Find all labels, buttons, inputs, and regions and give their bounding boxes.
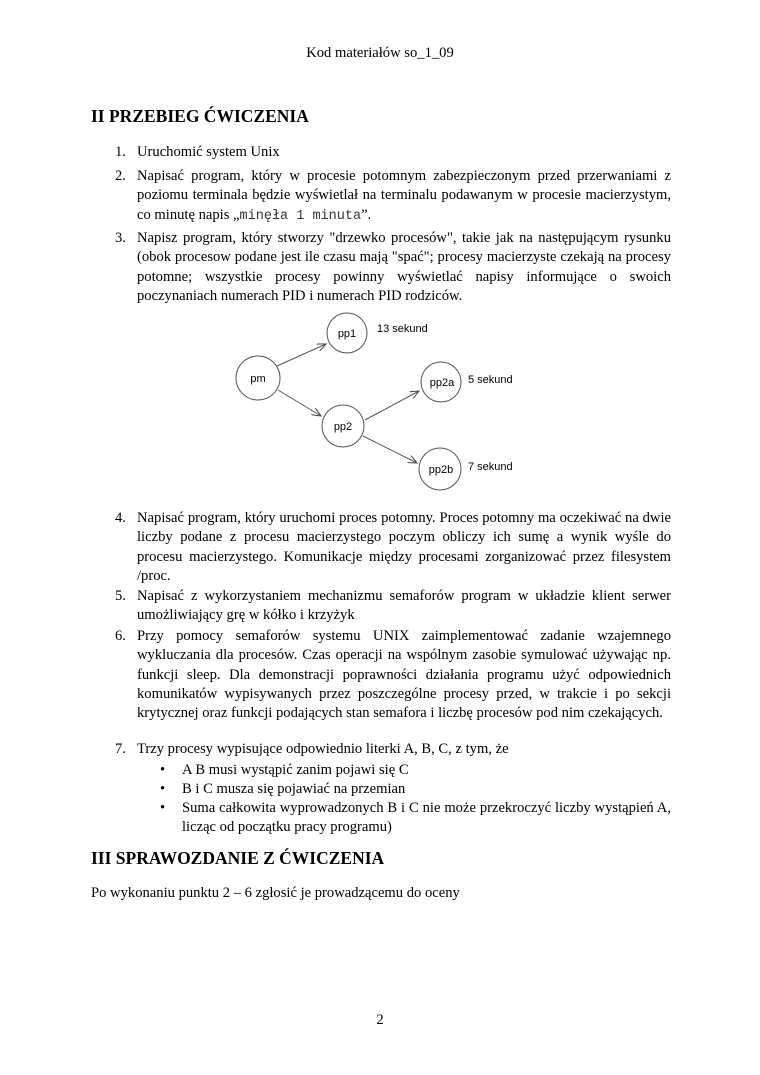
bullet-item	[160, 799, 671, 838]
node-label-pp2: pp2	[333, 421, 353, 433]
bullet-text: Suma całkowita wyprowadzonych B i C nie może przekroczyć liczby wystąpień A, licząc od początku pracy programu)	[182, 800, 671, 836]
sleep-label-pp2b: 7 sekund	[468, 461, 513, 473]
item-number: 7.	[115, 741, 126, 757]
item-text: Napisz program, który stworzy "drzewko procesów", takie jak na następującym rysunku (obok procesow podane jest ile czasu mają "spać"; procesy macierzyste czekają na procesy potomne; wszystkie procesy powinny wyświetlać napisy informujące o swoich poczynaniach numerach PID i numerach PID rodziców.	[137, 230, 671, 304]
bullet-icon: •	[160, 762, 166, 778]
edge-pm-pp2	[278, 390, 321, 416]
page-number: 2	[376, 1012, 384, 1028]
section-3-title: III SPRAWOZDANIE Z ĆWICZENIA	[91, 848, 385, 868]
item-number: 3.	[115, 230, 126, 246]
item-number: 4.	[115, 510, 126, 526]
bullet-icon: •	[160, 781, 166, 797]
section-3-text: Po wykonaniu punktu 2 – 6 zgłosić je prowadzącemu do oceny	[91, 885, 460, 901]
sleep-label-pp2a: 5 sekund	[468, 374, 513, 386]
node-label-pp2b: pp2b	[428, 464, 454, 476]
node-label-pp2a: pp2a	[429, 377, 455, 389]
item-text-part: ”.	[361, 206, 372, 223]
item-text: Napisać z wykorzystaniem mechanizmu semaforów program w układzie klient serwer umożliwiający grę w kółko i krzyżyk	[137, 588, 671, 624]
bullet-text: B i C musza się pojawiać na przemian	[182, 781, 406, 797]
list-item-6	[115, 627, 671, 723]
item-number: 6.	[115, 628, 126, 644]
sleep-label-pp1: 13 sekund	[377, 323, 428, 335]
list-item-4	[115, 509, 671, 586]
bullet-item	[160, 761, 671, 780]
item-text: Przy pomocy semaforów systemu UNIX zaimplementować zadanie wzajemnego wykluczania dla procesów. Czas operacji na wspólnym zasobie symulować używając np. funkcji sleep. Dla demonstracji poprawności działania programu użyć odpowiednich komunikatów wypisywanych przez poszczególne procesy przed, w trakcie i po sekcji krytycznej oraz funkcji podających stan semafora i liczbę procesów pod nim czekających.	[137, 628, 671, 722]
item-text: Uruchomić system Unix	[137, 144, 280, 160]
node-label-pm: pm	[250, 373, 266, 385]
edge-pp2-pp2a	[365, 391, 419, 420]
node-label-pp1: pp1	[337, 328, 357, 340]
code-snippet: minęła 1 minuta	[239, 208, 362, 224]
edge-pm-pp1	[277, 344, 326, 366]
item-text-part: Napisać program, który w procesie potomnym zabezpieczonym przed przerwaniami z poziomu terminala będzie wyświetlał na terminalu podawanym w procesie macierzystym, co minutę napis „	[137, 168, 671, 223]
list-item-7	[115, 740, 671, 759]
item-number: 2.	[115, 168, 126, 184]
bullet-item	[160, 780, 671, 799]
item-text: Trzy procesy wypisujące odpowiednio literki A, B, C, z tym, że	[137, 741, 509, 757]
item-number: 1.	[115, 144, 126, 160]
item-number: 5.	[115, 588, 126, 604]
item-text: Napisać program, który uruchomi proces potomny. Proces potomny ma oczekiwać na dwie liczby podane z procesu macierzystego poczym obliczy ich sumę a wynik wyśle do procesu macierzystego. Komunikacje między procesami zorganizować przez filesystem /proc.	[137, 510, 671, 584]
list-item-5	[115, 587, 671, 626]
page-header: Kod materiałów so_1_09	[306, 45, 454, 61]
edge-pp2-pp2b	[363, 436, 417, 463]
bullet-text: A B musi wystąpić zanim pojawi się C	[182, 762, 409, 778]
bullet-icon: •	[160, 800, 166, 816]
section-2-title: II PRZEBIEG ĆWICZENIA	[91, 106, 309, 126]
